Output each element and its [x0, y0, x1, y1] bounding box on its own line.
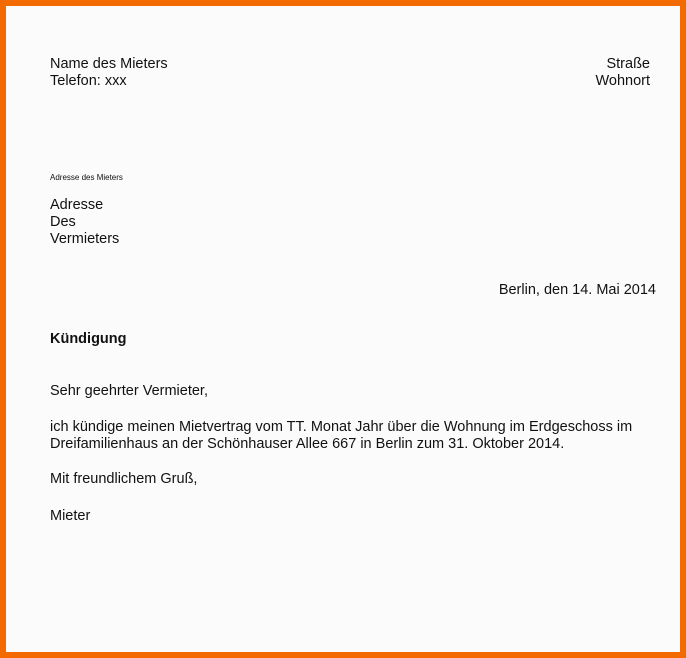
- return-address-label: Adresse des Mieters: [50, 173, 123, 182]
- signature: Mieter: [50, 508, 91, 524]
- recipient-line: Des: [50, 214, 76, 230]
- closing-phrase: Mit freundlichem Gruß,: [50, 471, 198, 487]
- salutation: Sehr geehrter Vermieter,: [50, 383, 208, 399]
- sender-city: Wohnort: [595, 73, 650, 89]
- letter-document: [12, 12, 686, 658]
- body-line: Dreifamilienhaus an der Schönhauser Allee 667 in Berlin zum 31. Oktober 2014.: [50, 436, 565, 452]
- date-line: Berlin, den 14. Mai 2014: [498, 282, 656, 298]
- recipient-address: [50, 197, 119, 248]
- body-line: ich kündige meinen Mietvertrag vom TT. Monat Jahr über die Wohnung im Erdgeschoss im: [50, 419, 633, 435]
- body-paragraph: [50, 419, 650, 453]
- sender-block-left: [50, 56, 168, 90]
- sender-block-right: [595, 56, 650, 90]
- recipient-line: Adresse: [50, 197, 104, 213]
- sender-street: Straße: [606, 56, 650, 72]
- subject-heading: Kündigung: [50, 331, 127, 347]
- sender-phone: Telefon: xxx: [50, 73, 127, 89]
- sender-name: Name des Mieters: [50, 56, 168, 72]
- recipient-line: Vermieters: [50, 231, 120, 247]
